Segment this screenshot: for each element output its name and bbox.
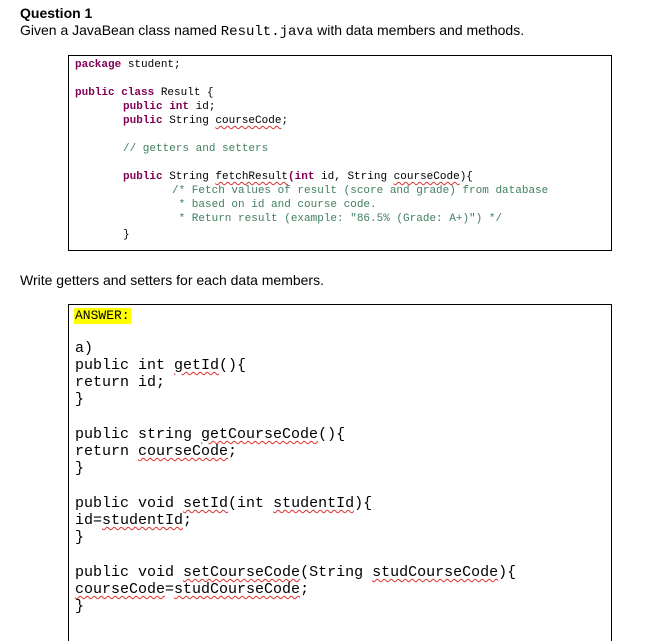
code-listing-box: [68, 55, 612, 251]
code-keyword: (int: [288, 171, 315, 183]
answer-text: public void: [75, 495, 184, 512]
answer-getcoursecode-body: [75, 443, 237, 460]
code-keyword: package: [75, 59, 122, 71]
code-line-class: [75, 86, 214, 100]
answer-text: (String: [300, 564, 373, 581]
answer-text: public string: [75, 426, 202, 443]
code-comment-based: * based on id and course code.: [172, 199, 377, 211]
code-keyword: public class: [75, 87, 155, 99]
code-text: ;: [281, 115, 289, 127]
answer-text: ){: [354, 495, 373, 512]
code-text: String: [162, 115, 216, 127]
answer-identifier: studCourseCode: [174, 581, 301, 598]
answer-text: (int: [228, 495, 274, 512]
answer-label: ANSWER:: [75, 308, 130, 323]
answer-getcoursecode-signature: [75, 426, 345, 443]
intro-text-after: with data members and methods.: [313, 22, 525, 38]
answer-text: id=: [75, 512, 103, 529]
answer-text: (){: [318, 426, 346, 443]
answer-identifier: studentId: [273, 495, 355, 512]
code-line-field-id: [123, 100, 215, 114]
answer-method-name: getId: [174, 357, 220, 374]
intro-text-before: Given a JavaBean class named: [20, 22, 221, 38]
question-heading: Question 1: [20, 5, 93, 21]
code-identifier: courseCode: [215, 115, 282, 127]
answer-method-name: getCourseCode: [201, 426, 319, 443]
answer-setcoursecode-signature: [75, 564, 516, 581]
answer-text: (){: [219, 357, 247, 374]
code-comment-fetch: /* Fetch values of result (score and grade) from database: [172, 185, 549, 197]
answer-identifier: courseCode: [75, 581, 166, 598]
answer-getid-body: return id;: [75, 374, 166, 391]
answer-setid-body: [75, 512, 192, 529]
answer-close-brace: }: [75, 460, 85, 477]
answer-method-name: setCourseCode: [183, 564, 301, 581]
code-method-name: fetchResult: [215, 171, 289, 183]
code-keyword: public int: [123, 101, 190, 113]
code-close-brace: }: [123, 229, 130, 241]
code-keyword: public: [123, 171, 163, 183]
code-text: String: [162, 171, 216, 183]
code-line-field-coursecode: [123, 114, 288, 128]
instruction-text: Write getters and setters for each data members.: [20, 272, 324, 288]
answer-identifier: studentId: [102, 512, 184, 529]
answer-text: ){: [498, 564, 517, 581]
code-text: id;: [189, 101, 216, 113]
code-text: id, String: [314, 171, 394, 183]
answer-setid-signature: [75, 495, 372, 512]
answer-text: =: [165, 581, 175, 598]
code-text: Result {: [154, 87, 214, 99]
answer-box: [68, 304, 612, 641]
question-intro: [20, 22, 524, 40]
code-line-package: [75, 58, 181, 72]
answer-setcoursecode-body: [75, 581, 309, 598]
answer-method-name: setId: [183, 495, 229, 512]
code-keyword: public: [123, 115, 163, 127]
answer-item-letter: a): [75, 340, 94, 357]
answer-text: return: [75, 443, 139, 460]
answer-identifier: studCourseCode: [372, 564, 499, 581]
answer-identifier: courseCode: [138, 443, 229, 460]
answer-text: ;: [228, 443, 238, 460]
answer-text: ;: [183, 512, 193, 529]
answer-text: public int: [75, 357, 175, 374]
code-line-method: [123, 170, 473, 184]
answer-text: public void: [75, 564, 184, 581]
answer-close-brace: }: [75, 598, 85, 615]
code-text: ){: [459, 171, 473, 183]
answer-getid-signature: [75, 357, 246, 374]
answer-close-brace: }: [75, 529, 85, 546]
code-identifier: courseCode: [393, 171, 460, 183]
code-comment-return: * Return result (example: "86.5% (Grade: A+)") */: [172, 213, 503, 225]
answer-text: ;: [300, 581, 310, 598]
code-text: student;: [121, 59, 181, 71]
intro-class-name: Result.java: [220, 24, 314, 40]
code-comment-getters: // getters and setters: [123, 143, 269, 155]
answer-close-brace: }: [75, 391, 85, 408]
